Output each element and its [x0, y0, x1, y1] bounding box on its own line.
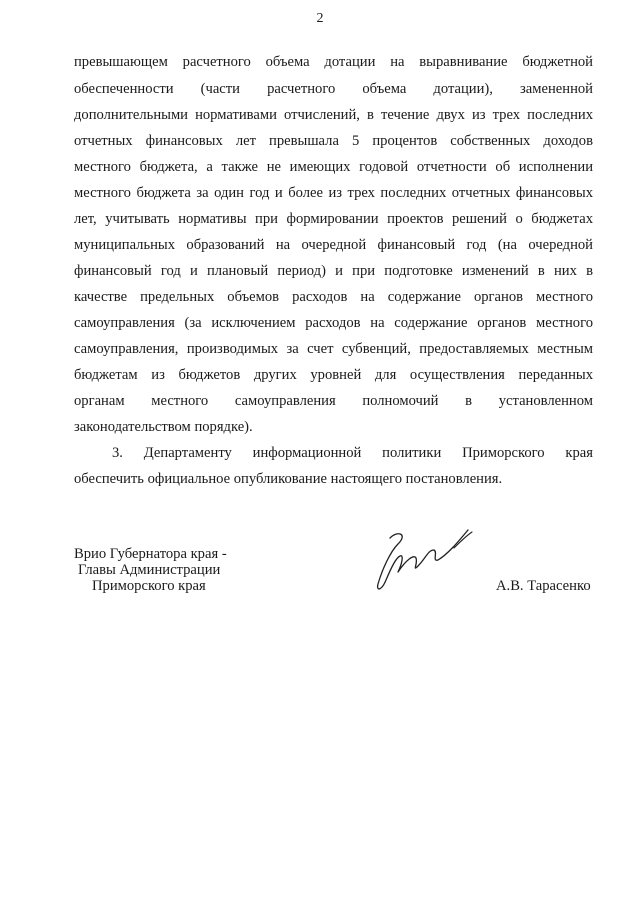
text-line: финансовый год и плановый период) и при подготовке изменений в них в: [74, 263, 593, 279]
text-line: качестве предельных объемов расходов на содержание органов местного: [74, 289, 593, 305]
text-line: превышающем расчетного объема дотации на выравнивание бюджетной: [74, 54, 593, 70]
signatory-name: А.В. Тарасенко: [496, 578, 591, 594]
text-line: органам местного самоуправления полномочий в установленном: [74, 393, 593, 409]
text-line: 3. Департаменту информационной политики Приморского края: [112, 445, 593, 461]
text-line: законодательством порядке).: [74, 419, 253, 435]
text-line: самоуправления (за исключением расходов на содержание органов местного: [74, 315, 593, 331]
text-line: местного бюджета за один год и более из трех последних отчетных финансовых: [74, 185, 593, 201]
text-line: дополнительными нормативами отчислений, в течение двух из трех последних: [74, 107, 593, 123]
text-line: обеспеченности (части расчетного объема дотации), замененной: [74, 81, 593, 97]
page-number: 2: [316, 11, 324, 26]
text-line: местного бюджета, а также не имеющих годовой отчетности об исполнении: [74, 159, 593, 175]
text-line: самоуправления, производимых за счет субвенций, предоставляемых местным: [74, 341, 593, 357]
signatory-title-line: Врио Губернатора края -: [74, 546, 227, 562]
text-line: отчетных финансовых лет превышала 5 процентов собственных доходов: [74, 133, 593, 149]
signatory-title-line: Главы Администрации: [78, 562, 221, 578]
text-line: муниципальных образований на очередной финансовый год (на очередной: [74, 237, 593, 253]
handwritten-signature: [368, 520, 478, 600]
signatory-title-line: Приморского края: [92, 578, 206, 594]
text-line: обеспечить официальное опубликование настоящего постановления.: [74, 471, 503, 487]
text-line: бюджетам из бюджетов других уровней для осуществления переданных: [74, 367, 593, 383]
text-line: лет, учитывать нормативы при формировании проектов решений о бюджетах: [74, 211, 593, 227]
